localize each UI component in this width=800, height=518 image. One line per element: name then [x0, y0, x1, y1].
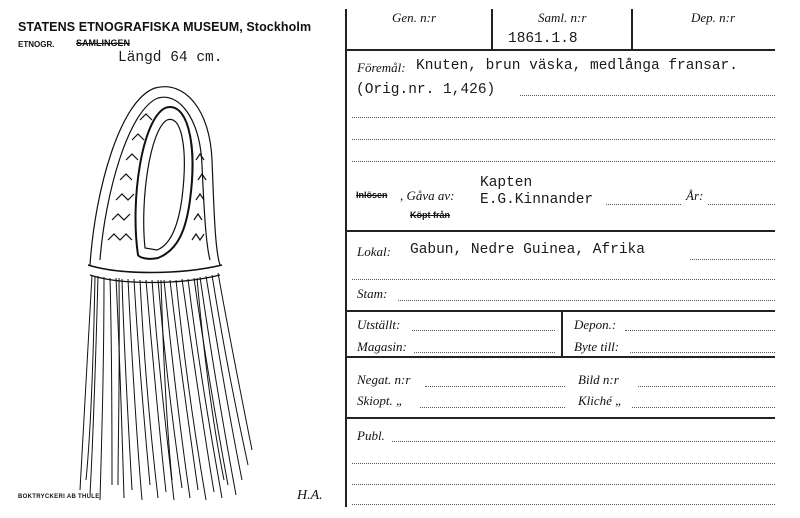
depon-dotline	[625, 330, 775, 331]
gava-struck-text-2: Köpt från	[410, 210, 450, 220]
gava-line-2: E.G.Kinnander	[480, 192, 594, 208]
utstallt-dotline	[412, 330, 555, 331]
ar-dotline	[708, 204, 775, 205]
publ-dotline-4	[352, 504, 775, 505]
bild-label: Bild n:r	[578, 372, 619, 387]
depon-label: Depon.:	[574, 317, 617, 332]
foremal-dotline-5	[352, 161, 775, 162]
foremal-line-2: (Orig.nr. 1,426)	[356, 82, 496, 98]
utstallt-divider	[561, 310, 563, 356]
byte-dotline	[630, 352, 775, 353]
utstallt-label: Utställt:	[357, 317, 401, 332]
publ-label: Publ.	[357, 428, 385, 443]
foremal-dotline-4	[352, 139, 775, 140]
magasin-label: Magasin:	[357, 339, 407, 354]
foremal-dotline-3	[352, 117, 775, 118]
foremal-line-1: Knuten, brun väska, medlånga fransar.	[416, 58, 738, 74]
etnogr-label: ETNOGR.	[18, 40, 55, 49]
byte-label: Byte till:	[574, 339, 620, 354]
gava-line-1: Kapten	[480, 175, 533, 191]
stam-label: Stam:	[357, 286, 388, 301]
lokal-dotline-2	[352, 279, 775, 280]
magasin-bottom-line	[345, 356, 775, 358]
foremal-dotline-2	[520, 95, 775, 96]
header-bottom-line	[345, 49, 775, 51]
gava-dotline	[606, 204, 681, 205]
lokal-label: Lokal:	[357, 244, 391, 259]
gen-nr-label: Gen. n:r	[392, 10, 437, 25]
etnogr-struck-text: SAMLINGEN	[76, 38, 130, 48]
publ-dotline-1	[392, 441, 775, 442]
skiopt-dotline	[420, 407, 565, 408]
cliche-label: Kliché „	[578, 393, 623, 408]
bag-drawing	[60, 80, 300, 505]
foremal-label: Föremål:	[357, 60, 406, 75]
gava-struck-text: Inlösen	[356, 190, 388, 200]
negat-label: Negat. n:r	[357, 372, 411, 387]
lokal-value: Gabun, Nedre Guinea, Afrika	[410, 242, 645, 258]
publ-dotline-2	[352, 463, 775, 464]
length-note: Längd 64 cm.	[118, 50, 223, 66]
museum-title: STATENS ETNOGRAFISKA MUSEUM, Stockholm	[18, 20, 312, 34]
negat-dotline	[425, 386, 565, 387]
gava-bottom-line	[345, 230, 775, 232]
saml-nr-value: 1861.1.8	[508, 31, 578, 47]
magasin-dotline	[414, 352, 555, 353]
lokal-dotline	[690, 259, 775, 260]
header-divider-2	[631, 9, 633, 49]
initials: H.A.	[297, 488, 323, 503]
ar-label: År:	[686, 188, 704, 203]
publ-dotline-3	[352, 484, 775, 485]
card-left-border	[345, 9, 347, 507]
gava-label: , Gåva av:	[400, 188, 455, 203]
header-divider-1	[491, 9, 493, 49]
stam-dotline	[398, 300, 775, 301]
negat-bottom-line	[345, 417, 775, 419]
stam-bottom-line	[345, 310, 775, 312]
saml-nr-label: Saml. n:r	[538, 10, 587, 25]
printer-name: BOKTRYCKERI AB THULE	[18, 494, 100, 500]
dep-nr-label: Dep. n:r	[691, 10, 736, 25]
skiopt-label: Skiopt. „	[357, 393, 404, 408]
bild-dotline	[638, 386, 775, 387]
cliche-dotline	[632, 407, 775, 408]
